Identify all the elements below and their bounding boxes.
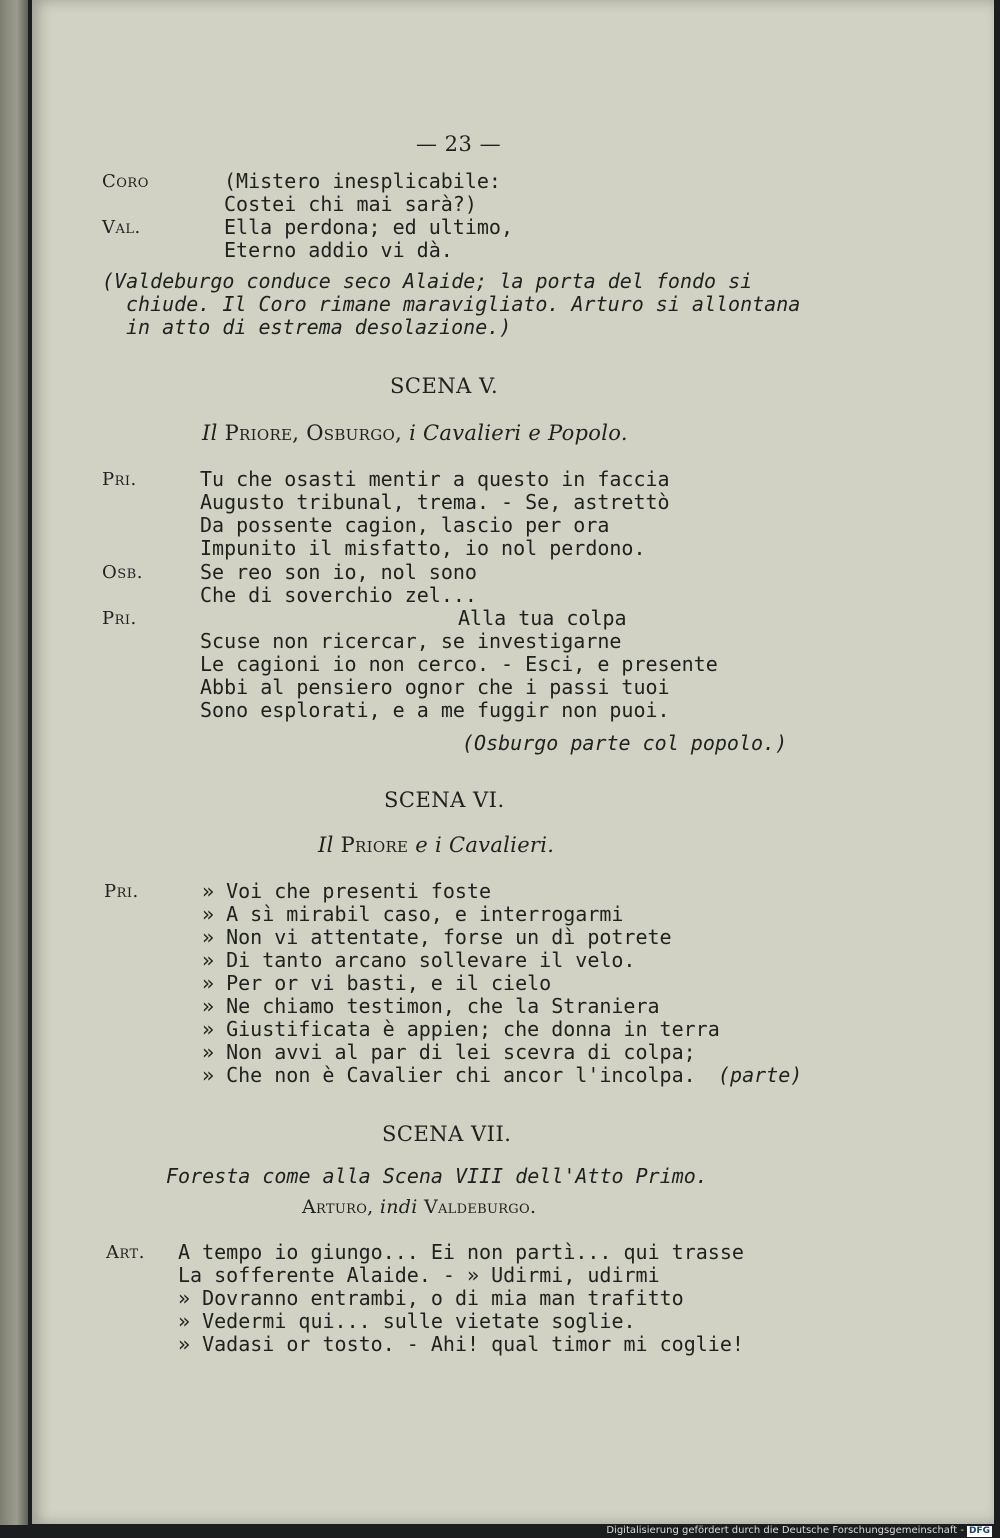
- digitization-footer: [606, 1524, 992, 1538]
- verse-line: Tu che osasti mentir a questo in faccia: [200, 467, 670, 491]
- cast-priore: Priore,: [224, 421, 300, 445]
- scene-title: SCENA VI.: [384, 788, 505, 812]
- verse-line: » Vadasi or tosto. - Ahi! qual timor mi coglie!: [178, 1332, 744, 1356]
- verse-line: » Che non è Cavalier chi ancor l'incolpa.: [202, 1063, 696, 1087]
- page-number: — 23 —: [416, 132, 502, 156]
- stage-direction-line: (Valdeburgo conduce seco Alaide; la porta del fondo si: [102, 269, 753, 293]
- verse-line: » Ne chiamo testimon, che la Straniera: [202, 994, 660, 1018]
- cast-arturo: Arturo,: [302, 1196, 374, 1218]
- speaker-pri: Pri.: [102, 608, 137, 629]
- footer-text: Digitalisierung gefördert durch die Deutsche Forschungsgemeinschaft -: [606, 1525, 964, 1536]
- verse-line: A tempo io giungo... Ei non partì... qui trasse: [178, 1240, 744, 1264]
- verse-line: Ella perdona; ed ultimo,: [224, 215, 513, 239]
- cast-rest: i Cavalieri e Popolo.: [409, 421, 628, 445]
- verse-line: » Non vi attentate, forse un dì potrete: [202, 925, 672, 949]
- stage-direction-exit: (parte): [718, 1063, 803, 1087]
- verse-line: » Dovranno entrambi, o di mia man trafitto: [178, 1286, 684, 1310]
- verse-line: Abbi al pensiero ognor che i passi tuoi: [200, 675, 670, 699]
- verse-line: » Vedermi qui... sulle vietate soglie.: [178, 1309, 636, 1333]
- cast-osburgo: Osburgo,: [306, 421, 403, 445]
- scene-title: SCENA VII.: [382, 1122, 512, 1146]
- previous-page-edge: [0, 0, 28, 1525]
- cast-rest: e i Cavalieri.: [415, 833, 555, 857]
- verse-line: » Per or vi basti, e il cielo: [202, 971, 552, 995]
- stage-direction-exit: (Osburgo parte col popolo.): [462, 731, 788, 755]
- speaker-coro: Coro: [102, 171, 149, 192]
- scene-setting: Foresta come alla Scena VIII dell'Atto Primo.: [166, 1164, 708, 1188]
- stage-direction-line: in atto di estrema desolazione.): [126, 315, 512, 339]
- verse-line: Eterno addio vi dà.: [224, 238, 453, 262]
- verse-line: La sofferente Alaide. - » Udirmi, udirmi: [178, 1263, 660, 1287]
- verse-line: Da possente cagion, lascio per ora: [200, 513, 610, 537]
- speaker-art: Art.: [106, 1242, 145, 1263]
- scene-cast: [202, 422, 628, 445]
- verse-line: Impunito il misfatto, io nol perdono.: [200, 536, 646, 560]
- speaker-osb: Osb.: [102, 562, 143, 583]
- verse-line: Scuse non ricercar, se investigarne: [200, 629, 622, 653]
- scene-title: SCENA V.: [390, 374, 499, 398]
- verse-line: Costei chi mai sarà?): [224, 192, 477, 216]
- cast-priore: Priore: [340, 833, 409, 857]
- verse-line: » Non avvi al par di lei scevra di colpa;: [202, 1040, 696, 1064]
- dfg-logo: DFG: [968, 1526, 990, 1536]
- speaker-pri: Pri.: [102, 469, 137, 490]
- verse-line: » Di tanto arcano sollevare il velo.: [202, 948, 636, 972]
- verse-line: » Giustificata è appien; che donna in terra: [202, 1017, 720, 1041]
- scene-cast: [318, 834, 554, 857]
- verse-line: Augusto tribunal, trema. - Se, astrettò: [200, 490, 670, 514]
- verse-line: Se reo son io, nol sono: [200, 560, 477, 584]
- speaker-pri: Pri.: [104, 881, 139, 902]
- verse-line: Alla tua colpa: [458, 606, 627, 630]
- cast-word: indi: [379, 1196, 418, 1218]
- scene-cast: [302, 1196, 536, 1219]
- verse-line: » Voi che presenti foste: [202, 879, 491, 903]
- stage-direction-line: chiude. Il Coro rimane maravigliato. Arturo si allontana: [126, 292, 801, 316]
- cast-valdeburgo: Valdeburgo.: [423, 1196, 537, 1218]
- cast-word: Il: [202, 421, 218, 445]
- verse-line: Sono esplorati, e a me fuggir non puoi.: [200, 698, 670, 722]
- cast-word: Il: [318, 833, 334, 857]
- verse-line: Che di soverchio zel...: [200, 583, 477, 607]
- verse-line: Le cagioni io non cerco. - Esci, e presente: [200, 652, 718, 676]
- verse-line: » A sì mirabil caso, e interrogarmi: [202, 902, 624, 926]
- book-page: [32, 0, 994, 1524]
- speaker-val: Val.: [102, 217, 141, 238]
- verse-line: (Mistero inesplicabile:: [224, 169, 501, 193]
